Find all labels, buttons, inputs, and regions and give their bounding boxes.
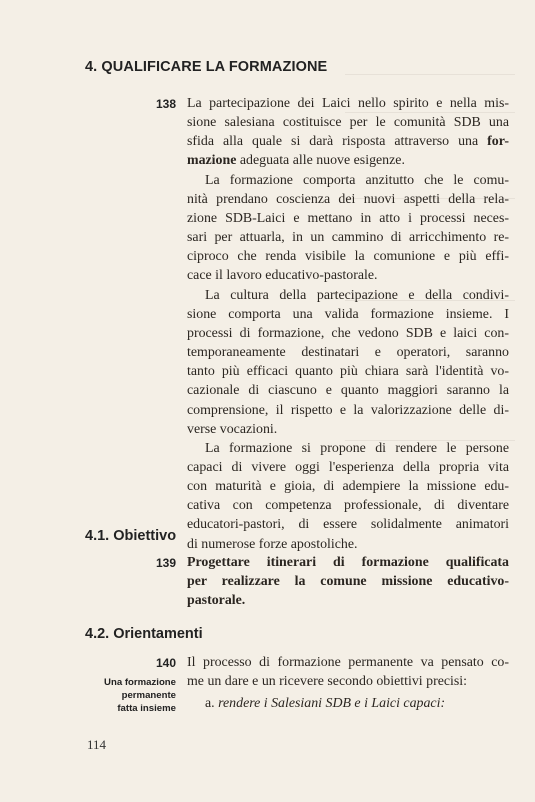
margin-note-line: Una formazione — [104, 677, 176, 688]
text-line: ciproco che renda visibile la comunione e più effi- — [187, 249, 509, 265]
text-line: La partecipazione dei Laici nello spirito e nella mis- — [187, 96, 509, 111]
text-line: cativa con competenza professionale, di diventare — [187, 498, 509, 514]
text-line: processi di formazione, che vedono SDB e laici con- — [187, 325, 509, 341]
text-line: tanto più efficaci quanto più chiara sarà l'identità vo- — [187, 364, 509, 380]
paragraph-number-138: 138 — [155, 97, 176, 111]
paragraph-number-140: 140 — [155, 656, 176, 670]
text-line: verse vocazioni. — [187, 421, 278, 437]
margin-note-line: permanente — [121, 690, 176, 701]
text-line: comprensione, il rispetto e la valorizzazione delle di- — [187, 402, 509, 418]
text-line: per realizzare la comune missione educativo- — [187, 574, 509, 590]
text-line: educatori-pastori, di essere solidalmente animatori — [187, 517, 509, 533]
text-line: sione salesiana costituisce per le comunità SDB una — [187, 115, 509, 131]
paragraph-number-139: 139 — [155, 556, 176, 570]
text-line — [187, 132, 509, 151]
paragraph-140 — [187, 653, 509, 713]
text-line: La formazione comporta anzitutto che le comu- — [205, 172, 509, 188]
paragraph-139 — [187, 553, 509, 610]
page-number: 114 — [87, 737, 107, 752]
text-line: La formazione si propone di rendere le persone — [205, 440, 509, 456]
text-line: nità prendano coscienza dei nuovi aspetti della rela- — [187, 191, 509, 207]
objective-heading: 4.1. Obiettivo — [85, 528, 177, 544]
orientations-heading: 4.2. Orientamenti — [85, 626, 203, 642]
section-heading: 4. QUALIFICARE LA FORMAZIONE — [85, 59, 328, 75]
margin-note-line: fatta insieme — [117, 703, 176, 714]
bold-fragment: for- — [487, 134, 509, 150]
text-line: temporaneamente destinatari e operatori, saranno — [187, 345, 509, 361]
bold-fragment: mazione — [187, 153, 237, 169]
text-line: Il processo di formazione permanente va pensato co- — [187, 655, 509, 670]
text-fragment: sfida alla quale si darà risposta attraverso una — [187, 134, 488, 150]
text-fragment: adeguata alle nuove esigenze. — [236, 153, 405, 169]
list-item-a — [187, 694, 509, 713]
list-item-label: a. — [205, 696, 215, 712]
text-line: pastorale. — [187, 593, 246, 609]
margin-note — [83, 676, 176, 715]
text-line: di numerose forze apostoliche. — [187, 536, 358, 552]
text-line: cazionale di ciascuno e quanto maggiori saranno la — [187, 383, 509, 399]
text-line: La cultura della partecipazione e della condivi- — [205, 287, 509, 303]
text-line: con maturità e gioia, di adempiere la missione edu- — [187, 479, 509, 495]
text-line: cace il lavoro educativo-pastorale. — [187, 268, 378, 284]
text-line: zione SDB-Laici e mettano in atto i processi neces- — [187, 210, 509, 226]
text-line: me un dare e un ricevere secondo obiettivi precisi: — [187, 674, 468, 690]
text-line — [187, 151, 509, 170]
text-line: capaci di vivere oggi l'esperienza della propria vita — [187, 459, 509, 475]
text-line: sari per attuarla, in un cammino di arricchimento re- — [187, 230, 509, 246]
text-line: sione comporta una valida formazione insieme. I — [187, 306, 509, 322]
list-item-text: rendere i Salesiani SDB e i Laici capaci: — [218, 696, 446, 712]
paragraph-138 — [187, 94, 509, 554]
text-line: Progettare itinerari di formazione qualificata — [187, 555, 509, 570]
